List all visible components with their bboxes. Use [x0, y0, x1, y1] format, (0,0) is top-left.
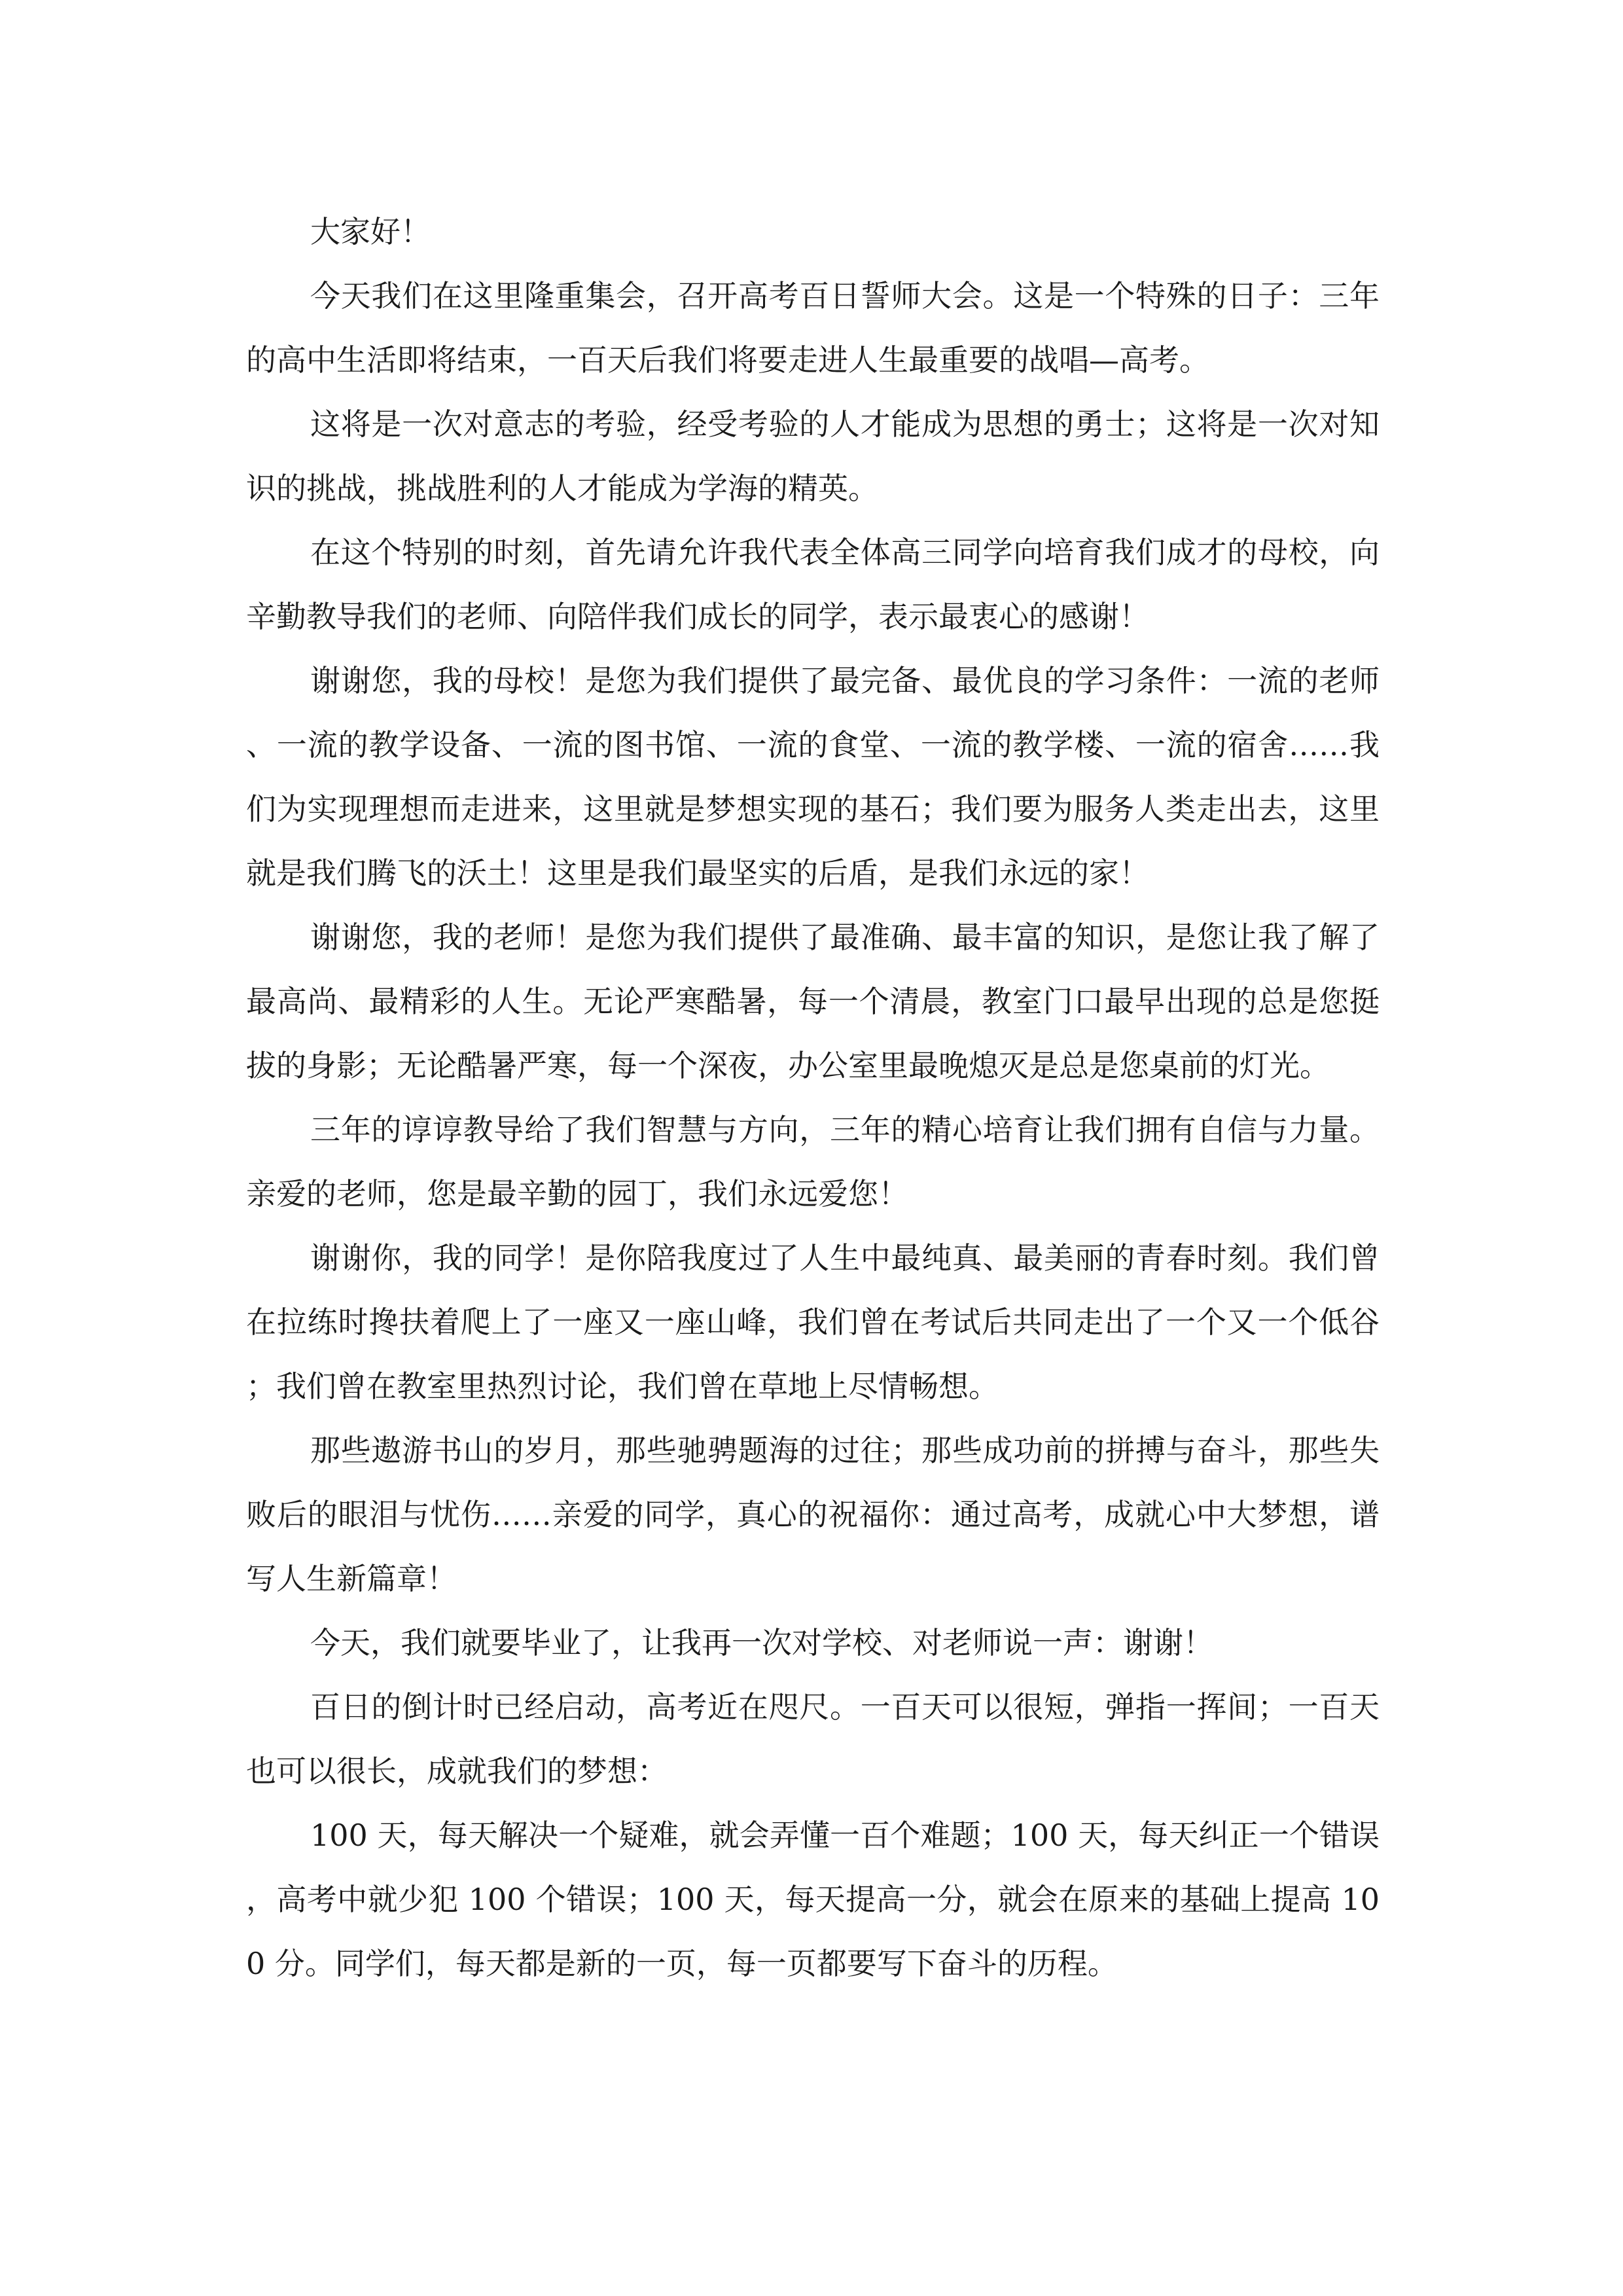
document-body [246, 200, 1380, 1996]
paragraph-memories: 那些遨游书山的岁月，那些驰骋题海的过往；那些成功前的拼搏与奋斗，那些失败后的眼泪与忧伤……亲爱的同学，真心的祝福你：通过高考，成就心中大梦想，谱写人生新篇章！ [246, 1433, 1380, 1596]
paragraph-graduation: 今天，我们就要毕业了，让我再一次对学校、对老师说一声：谢谢！ [310, 1625, 1213, 1660]
paragraph-hundred-days: 100 天，每天解决一个疑难，就会弄懂一百个难题；100 天，每天纠正一个错误，高考中就少犯 100 个错误；100 天，每天提高一分，就会在原来的基础上提高 100 分。同学们，每天都是新的一页，每一页都要写下奋斗的历程。 [246, 1818, 1380, 1981]
paragraph-thanks-teacher: 谢谢您，我的老师！是您为我们提供了最准确、最丰富的知识，是您让我了解了最高尚、最精彩的人生。无论严寒酷暑，每一个清晨，教室门口最早出现的总是您挺拔的身影；无论酷暑严寒，每一个深夜，办公室里最晚熄灭是总是您桌前的灯光。 [246, 920, 1380, 1083]
paragraph-countdown: 百日的倒计时已经启动，高考近在咫尺。一百天可以很短，弹指一挥间；一百天也可以很长，成就我们的梦想： [246, 1689, 1380, 1789]
paragraph-gratitude: 在这个特别的时刻，首先请允许我代表全体高三同学向培育我们成才的母校，向辛勤教导我们的老师、向陪伴我们成长的同学，表示最衷心的感谢！ [246, 535, 1380, 634]
paragraph-greeting: 大家好！ [310, 214, 431, 249]
paragraph-thanks-classmates: 谢谢你，我的同学！是你陪我度过了人生中最纯真、最美丽的青春时刻。我们曾在拉练时搀扶着爬上了一座又一座山峰，我们曾在考试后共同走出了一个又一个低谷；我们曾在教室里热烈讨论，我们曾在草地上尽情畅想。 [246, 1240, 1380, 1404]
paragraph-thanks-school: 谢谢您，我的母校！是您为我们提供了最完备、最优良的学习条件：一流的老师、一流的教学设备、一流的图书馆、一流的食堂、一流的教学楼、一流的宿舍……我们为实现理想而走进来，这里就是梦想实现的基石；我们要为服务人类走出去，这里就是我们腾飞的沃土！这里是我们最坚实的后盾，是我们永远的家！ [246, 663, 1380, 891]
paragraph-intro: 今天我们在这里隆重集会，召开高考百日誓师大会。这是一个特殊的日子：三年的高中生活即将结束，一百天后我们将要走进人生最重要的战唱—高考。 [246, 278, 1380, 378]
paragraph-challenge: 这将是一次对意志的考验，经受考验的人才能成为思想的勇士；这将是一次对知识的挑战，挑战胜利的人才能成为学海的精英。 [246, 406, 1380, 506]
paragraph-teacher-love: 三年的谆谆教导给了我们智慧与方向，三年的精心培育让我们拥有自信与力量。亲爱的老师，您是最辛勤的园丁，我们永远爱您！ [246, 1112, 1380, 1211]
